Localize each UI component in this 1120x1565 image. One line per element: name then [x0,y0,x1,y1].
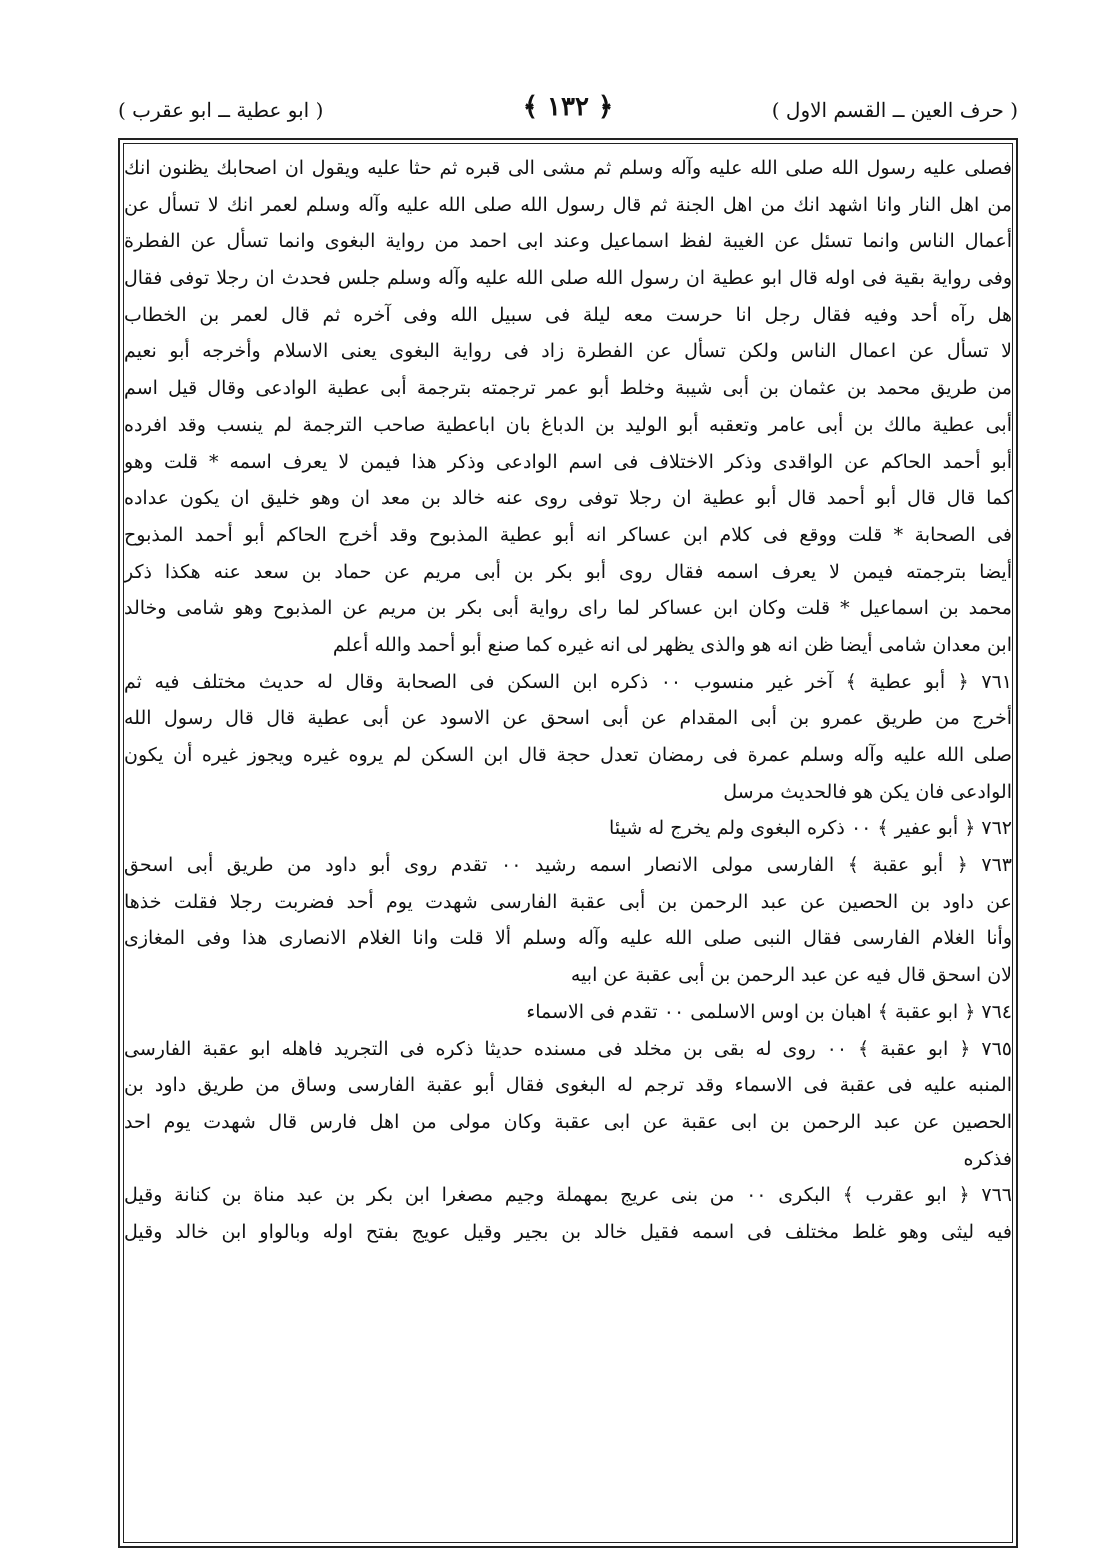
entry-761-line: ٧٦١ ﴿ أبو عطية ﴾ آخر غير منسوب ٠٠ ذكره ابن السكن فى الصحابة وقال له حديث مختلف فيه ثم [124,670,1012,693]
entry-762-line: ٧٦٢ ﴿ أبو عفير ﴾ ٠٠ ذكره البغوى ولم يخرج له شيئا [609,817,1012,840]
text-line: أعمال الناس وانما تسئل عن الغيبة لفظ اسماعيل وعند ابى احمد من رواية البغوى وانما تسأل عن الفطرة [124,230,1012,253]
text-line: ابن معدان شامى أيضا ظن انه هو والذى يظهر لى انه غيره كما صنع أبو أحمد والله أعلم [332,633,1012,656]
text-line: المنبه عليه فى عقبة فى الاسماء وقد ترجم له البغوى فقال أبو عقبة الفارسى وساق من طريق داود بن [124,1074,1012,1097]
text-line: أبى عطية مالك بن أبى عامر وتعقبه أبو الوليد بن الدباغ بان اباعطية صاحب الترجمة لم ينسب وقد افرده [124,413,1012,436]
text-line: كما قال قال أبو أحمد قال أبو عطية ان رجلا توفى روى عنه خالد بن معد ان وهو خليق ان يكون عداده [124,487,1012,510]
text-line: صلى الله عليه وآله وسلم عمرة فى رمضان تعدل حجة قال ابن السكن لم يروه غيره ويجوز غيره أن يكون [124,744,1012,766]
text-line: وأنا الغلام الفارسى فقال النبى صلى الله عليه وآله وسلم ألا قلت وانا الغلام الانصارى هذا وفى المغازى [124,927,1012,950]
text-line: محمد بن اسماعيل * قلت وكان ابن عساكر لما راى رواية أبى بكر بن مريم عن المذبوح وهو شامى وخالد [124,597,1012,620]
text-line: أبو أحمد الحاكم عن الواقدى وذكر الاختلاف فى اسم الوادعى وذكر هذا فيمن لا يعرف اسمه * قلت وهو [124,450,1012,473]
entry-764-line: ٧٦٤ ﴿ ابو عقبة ﴾ اهبان بن اوس الاسلمى ٠٠ تقدم فى الاسماء [526,1000,1012,1023]
text-line: لان اسحق قال فيه عن عبد الرحمن بن أبى عقبة عن ابيه [570,964,1012,987]
entry-765-line: ٧٦٥ ﴿ ابو عقبة ﴾ ٠٠ روى له بقى بن مخلد فى مسنده حديثا ذكره فى التجريد فاهله ابو عقبة الفارسى [124,1037,1012,1060]
text-line: فى الصحابة * قلت ووقع فى كلام ابن عساكر انه أبو عطية المذبوح وقد أخرج الحاكم أبو أحمد المذبوح [124,523,1012,546]
text-line: لا تسأل عن اعمال الناس ولكن تسأل عن الفطرة زاد فى رواية البغوى يعنى الاسلام وأخرجه أبو نعيم [124,340,1012,363]
text-line: عن داود بن الحصين عن عبد الرحمن بن أبى عقبة الفارسى شهدت يوم أحد فضربت رجلا فقلت خذها [124,890,1012,913]
entry-766-line: ٧٦٦ ﴿ ابو عقرب ﴾ البكرى ٠٠ من بنى عريج بمهملة وجيم مصغرا ابن بكر بن عبد مناة بن كنانة وقيل [124,1184,1012,1207]
text-line: الوادعى فان يكن هو فالحديث مرسل [723,780,1012,803]
text-line: من اهل النار وانا اشهد انك من اهل الجنة ثم قال رسول الله صلى الله عليه وآله وسلم لعمر انك لا تسأل عن [124,193,1012,216]
text-line: فيه ليثى وهو غلط مختلف فى اسمه فقيل خالد بن بجير وقيل عويج بفتح اوله وبالواو ابن خالد وقيل [124,1220,1012,1243]
text-line: الحصين عن عبد الرحمن بن ابى عقبة عن ابى عقبة وكان مولى من اهل فارس قال شهدت يوم احد [124,1110,1012,1133]
entry-763-line: ٧٦٣ ﴿ أبو عقبة ﴾ الفارسى مولى الانصار اسمه رشيد ٠٠ تقدم روى أبو داود من طريق أبى اسحق [124,854,1012,877]
text-line: أخرج من طريق عمرو بن أبى المقدام عن أبى اسحق عن الاسود عن أبى عطية قال قال رسول الله [124,707,1012,730]
main-text [124,150,1012,1251]
header-entry-range: ( ابو عطية ــ ابو عقرب ) [118,98,324,122]
text-line: فذكره [963,1147,1012,1170]
text-line: فصلى عليه رسول الله صلى الله عليه وآله وسلم ثم مشى الى قبره ثم حثا عليه ويقول ان اصحابك يظنون انك [124,157,1012,179]
page-header [118,92,1018,132]
text-line: من طريق محمد بن عثمان بن أبى شيبة وخلط أبو عمر ترجمته بترجمة أبى عطية الوادعى وقال قيل اسم [124,377,1012,400]
text-line: أيضا بترجمته فيمن لا يعرف اسمه فقال روى أبو بكر بن أبى مريم عن حماد بن سعد عنه هكذا ذكر [124,560,1012,583]
header-section-title: ( حرف العين ــ القسم الاول ) [771,98,1018,122]
text-line: وفى رواية بقية فى اوله قال ابو عطية ان رسول الله صلى الله عليه وآله وسلم جلس فحدث ان رجلا توفى فقال [124,267,1012,290]
text-line: هل رآه أحد وفيه فقال رجل انا حرست معه ليلة فى سبيل الله وفى آخره ثم قال لعمر بن الخطاب [124,303,1012,326]
page-number: ﴿ ١٣٢ ﴾ [522,92,614,122]
